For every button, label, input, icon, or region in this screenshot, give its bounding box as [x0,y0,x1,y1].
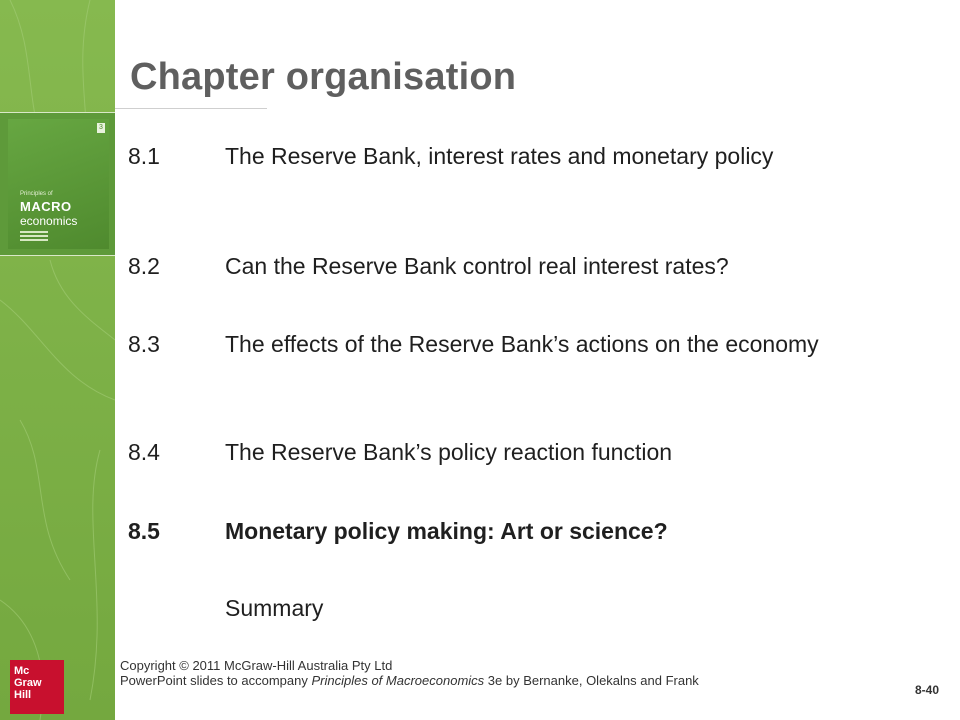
book-title-italic: Principles of Macroeconomics [311,673,485,688]
attribution-suffix: 3e by Bernanke, Olekalns and Frank [484,673,699,688]
toc-text: The effects of the Reserve Bank’s actions on the economy [225,331,819,357]
toc-number: 8.3 [128,331,160,357]
toc-number: 8.2 [128,253,160,279]
logo-line: Mc [14,665,30,677]
title-divider [115,108,267,109]
toc-text: Can the Reserve Bank control real interest rates? [225,253,729,279]
toc-number: 8.5 [128,518,160,544]
toc-text: Monetary policy making: Art or science? [225,518,668,544]
toc-number: 8.4 [128,439,160,465]
decorative-sidebar [0,0,115,720]
logo-line: Hill [14,689,32,701]
copyright-line: Copyright © 2011 McGraw-Hill Australia Pty Ltd [120,658,393,673]
attribution-line [120,673,699,688]
toc-number: 8.1 [128,143,160,169]
slide-number: 8-40 [914,683,939,697]
attribution-prefix: PowerPoint slides to accompany [120,673,312,688]
cover-title-sub: economics [20,214,78,228]
cover-title-small: Principles of [20,191,53,197]
leaf-vein-texture [0,0,115,720]
logo-line: Graw [14,677,42,689]
mcgraw-hill-logo [10,660,64,714]
footer-copyright [120,658,699,688]
cover-title-main: MACRO [20,199,72,214]
textbook-cover-image [0,112,115,256]
cover-panel [8,119,109,249]
edition-badge: 3 [97,123,105,133]
toc-text: The Reserve Bank, interest rates and monetary policy [225,143,774,169]
toc-text: Summary [225,595,324,621]
cover-author-lines [20,231,60,243]
toc-text: The Reserve Bank’s policy reaction function [225,439,673,465]
slide-title: Chapter organisation [130,56,517,98]
